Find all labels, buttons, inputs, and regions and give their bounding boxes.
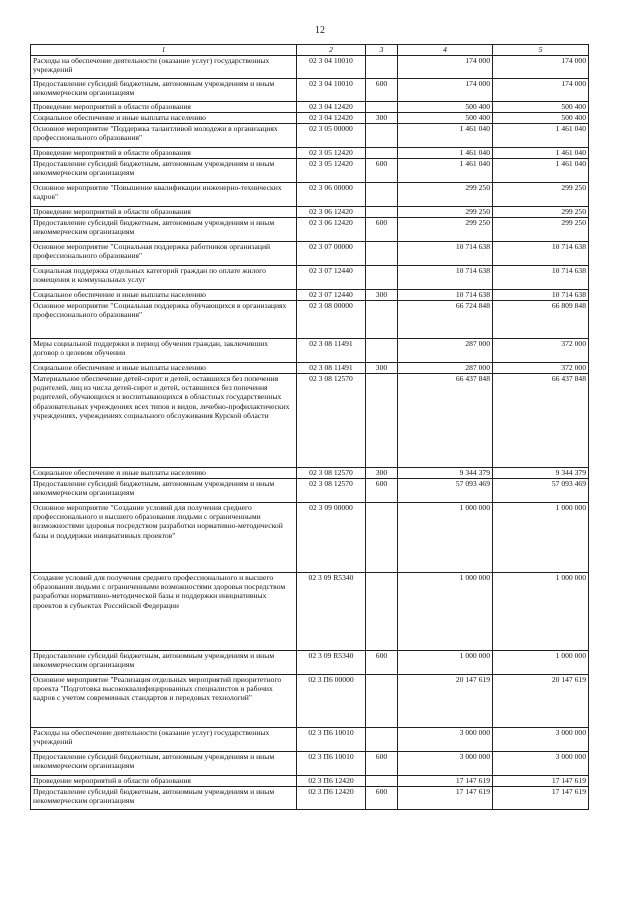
row-code-cell: 02 3 06 12420 <box>297 207 366 218</box>
row-code-cell: 02 3 08 11491 <box>297 339 366 363</box>
row-sum-year2-cell: 3 000 000 <box>493 728 589 752</box>
row-sum-year1-cell: 66 724 848 <box>398 301 493 339</box>
row-expense-type-cell: 300 <box>366 113 398 124</box>
row-sum-year2-cell: 174 000 <box>493 56 589 79</box>
row-sum-year1-cell: 20 147 619 <box>398 675 493 728</box>
row-expense-type-cell <box>366 503 398 573</box>
row-expense-type-cell: 300 <box>366 468 398 479</box>
row-code-cell: 02 3 П6 00000 <box>297 675 366 728</box>
row-sum-year2-cell: 174 000 <box>493 79 589 102</box>
row-sum-year2-cell: 299 250 <box>493 218 589 242</box>
row-code-cell: 02 3 04 10010 <box>297 79 366 102</box>
row-expense-type-cell: 600 <box>366 218 398 242</box>
row-expense-type-cell <box>366 776 398 787</box>
table-row <box>31 573 589 651</box>
row-sum-year1-cell: 299 250 <box>398 218 493 242</box>
row-name-cell: Социальная поддержка отдельных категорий граждан по оплате жилого помещения и коммунальных услуг <box>31 266 297 290</box>
table-row <box>31 124 589 148</box>
row-sum-year1-cell: 1 461 040 <box>398 159 493 183</box>
row-code-cell: 02 3 П6 12420 <box>297 776 366 787</box>
table-row <box>31 787 589 810</box>
table-body <box>31 56 589 810</box>
row-sum-year2-cell: 10 714 638 <box>493 242 589 266</box>
row-code-cell: 02 3 06 00000 <box>297 183 366 207</box>
row-name-cell: Основное мероприятие "Поддержка талантливой молодежи в организациях профессионального образования" <box>31 124 297 148</box>
table-row <box>31 290 589 301</box>
row-expense-type-cell <box>366 56 398 79</box>
table-row <box>31 728 589 752</box>
header-col-4: 4 <box>398 45 493 56</box>
row-code-cell: 02 3 05 12420 <box>297 148 366 159</box>
row-sum-year2-cell: 57 093 469 <box>493 479 589 503</box>
row-sum-year1-cell: 1 000 000 <box>398 651 493 675</box>
row-sum-year2-cell: 500 400 <box>493 113 589 124</box>
row-sum-year2-cell: 372 000 <box>493 363 589 374</box>
row-name-cell: Проведение мероприятий в области образования <box>31 148 297 159</box>
row-sum-year2-cell: 299 250 <box>493 207 589 218</box>
row-sum-year2-cell: 17 147 619 <box>493 776 589 787</box>
row-code-cell: 02 3 09 00000 <box>297 503 366 573</box>
row-code-cell: 02 3 07 12440 <box>297 266 366 290</box>
row-expense-type-cell: 600 <box>366 651 398 675</box>
table-row <box>31 479 589 503</box>
row-sum-year2-cell: 1 461 040 <box>493 148 589 159</box>
row-sum-year1-cell: 1 000 000 <box>398 573 493 651</box>
row-sum-year1-cell: 10 714 638 <box>398 242 493 266</box>
row-expense-type-cell: 600 <box>366 79 398 102</box>
row-sum-year1-cell: 10 714 638 <box>398 290 493 301</box>
row-sum-year1-cell: 17 147 619 <box>398 776 493 787</box>
row-code-cell: 02 3 08 12570 <box>297 468 366 479</box>
row-sum-year2-cell: 1 461 040 <box>493 124 589 148</box>
row-expense-type-cell: 300 <box>366 363 398 374</box>
row-expense-type-cell: 600 <box>366 752 398 776</box>
table-row <box>31 218 589 242</box>
row-code-cell: 02 3 05 12420 <box>297 159 366 183</box>
row-code-cell: 02 3 П6 12420 <box>297 787 366 810</box>
row-sum-year1-cell: 57 093 469 <box>398 479 493 503</box>
row-name-cell: Предоставление субсидий бюджетным, автономным учреждениям и иным некоммерческим организациям <box>31 651 297 675</box>
row-name-cell: Меры социальной поддержки в период обучения граждан, заключивших договор о целевом обучении <box>31 339 297 363</box>
header-col-2: 2 <box>297 45 366 56</box>
row-sum-year2-cell: 1 000 000 <box>493 503 589 573</box>
page-number: 12 <box>315 25 325 36</box>
row-sum-year2-cell: 66 437 848 <box>493 374 589 468</box>
row-expense-type-cell: 300 <box>366 290 398 301</box>
row-expense-type-cell <box>366 207 398 218</box>
table-row <box>31 363 589 374</box>
table-row <box>31 242 589 266</box>
table-row <box>31 183 589 207</box>
table-row <box>31 675 589 728</box>
row-name-cell: Предоставление субсидий бюджетным, автономным учреждениям и иным некоммерческим организациям <box>31 79 297 102</box>
row-sum-year1-cell: 3 000 000 <box>398 728 493 752</box>
row-name-cell: Основное мероприятие "Повышение квалификации инженерно-технических кадров" <box>31 183 297 207</box>
row-expense-type-cell <box>366 124 398 148</box>
row-sum-year2-cell: 66 809 848 <box>493 301 589 339</box>
row-sum-year1-cell: 287 000 <box>398 339 493 363</box>
row-name-cell: Социальное обеспечение и иные выплаты населению <box>31 113 297 124</box>
table-row <box>31 266 589 290</box>
header-col-1: 1 <box>31 45 297 56</box>
table-row <box>31 79 589 102</box>
row-expense-type-cell <box>366 266 398 290</box>
row-code-cell: 02 3 08 00000 <box>297 301 366 339</box>
row-sum-year2-cell: 1 461 040 <box>493 159 589 183</box>
row-sum-year1-cell: 10 714 638 <box>398 266 493 290</box>
table-header-row <box>31 45 589 56</box>
row-sum-year2-cell: 9 344 379 <box>493 468 589 479</box>
row-sum-year1-cell: 3 000 000 <box>398 752 493 776</box>
row-code-cell: 02 3 04 12420 <box>297 113 366 124</box>
row-sum-year1-cell: 9 344 379 <box>398 468 493 479</box>
row-sum-year1-cell: 66 437 848 <box>398 374 493 468</box>
row-code-cell: 02 3 06 12420 <box>297 218 366 242</box>
row-expense-type-cell <box>366 242 398 266</box>
row-expense-type-cell: 600 <box>366 159 398 183</box>
row-sum-year2-cell: 372 000 <box>493 339 589 363</box>
row-sum-year1-cell: 1 461 040 <box>398 148 493 159</box>
row-code-cell: 02 3 08 11491 <box>297 363 366 374</box>
row-name-cell: Социальное обеспечение и иные выплаты населению <box>31 363 297 374</box>
row-code-cell: 02 3 07 12440 <box>297 290 366 301</box>
row-sum-year2-cell: 500 400 <box>493 102 589 113</box>
row-sum-year2-cell: 17 147 619 <box>493 787 589 810</box>
header-col-5: 5 <box>493 45 589 56</box>
row-sum-year2-cell: 3 000 000 <box>493 752 589 776</box>
row-expense-type-cell: 600 <box>366 479 398 503</box>
row-sum-year2-cell: 1 000 000 <box>493 651 589 675</box>
table-row <box>31 113 589 124</box>
table-row <box>31 651 589 675</box>
row-code-cell: 02 3 09 R5340 <box>297 651 366 675</box>
row-expense-type-cell <box>366 183 398 207</box>
row-name-cell: Предоставление субсидий бюджетным, автономным учреждениям и иным некоммерческим организациям <box>31 787 297 810</box>
row-expense-type-cell <box>366 102 398 113</box>
row-sum-year2-cell: 10 714 638 <box>493 266 589 290</box>
row-expense-type-cell <box>366 301 398 339</box>
row-sum-year1-cell: 1 461 040 <box>398 124 493 148</box>
table-row <box>31 468 589 479</box>
table-row <box>31 148 589 159</box>
row-code-cell: 02 3 09 R5340 <box>297 573 366 651</box>
row-code-cell: 02 3 04 10010 <box>297 56 366 79</box>
row-code-cell: 02 3 08 12570 <box>297 479 366 503</box>
table-row <box>31 339 589 363</box>
row-name-cell: Проведение мероприятий в области образования <box>31 102 297 113</box>
row-sum-year1-cell: 174 000 <box>398 56 493 79</box>
table-row <box>31 159 589 183</box>
row-name-cell: Проведение мероприятий в области образования <box>31 776 297 787</box>
row-name-cell: Основное мероприятие "Реализация отдельных мероприятий приоритетного проекта "Подготовка высококвалифицированных специалистов и рабочих кадров с учетом современных стандартов и передовых технологий" <box>31 675 297 728</box>
row-sum-year1-cell: 299 250 <box>398 207 493 218</box>
row-expense-type-cell <box>366 675 398 728</box>
row-name-cell: Расходы на обеспечение деятельности (оказание услуг) государственных учреждений <box>31 728 297 752</box>
row-sum-year1-cell: 174 000 <box>398 79 493 102</box>
row-sum-year1-cell: 17 147 619 <box>398 787 493 810</box>
row-name-cell: Предоставление субсидий бюджетным, автономным учреждениям и иным некоммерческим организациям <box>31 218 297 242</box>
row-expense-type-cell <box>366 728 398 752</box>
row-name-cell: Материальное обеспечение детей-сирот и детей, оставшихся без попечения родителей, лиц из числа детей-сирот и детей, оставшихся без попечения родителей, обучающихся и воспитывающихся в областных государственных образовательных учреждениях всех типов и видов, лечебно-профилактических учреждениях, учреждениях социального обслуживания Курской области <box>31 374 297 468</box>
row-name-cell: Социальное обеспечение и иные выплаты населению <box>31 290 297 301</box>
table-row <box>31 776 589 787</box>
row-name-cell: Расходы на обеспечение деятельности (оказание услуг) государственных учреждений <box>31 56 297 79</box>
row-expense-type-cell: 600 <box>366 787 398 810</box>
row-expense-type-cell <box>366 573 398 651</box>
table-row <box>31 503 589 573</box>
row-name-cell: Предоставление субсидий бюджетным, автономным учреждениям и иным некоммерческим организациям <box>31 159 297 183</box>
table-row <box>31 374 589 468</box>
table-row <box>31 752 589 776</box>
row-sum-year2-cell: 1 000 000 <box>493 573 589 651</box>
row-name-cell: Основное мероприятие "Создание условий для получения среднего профессионального и высшего образования людьми с ограниченными возможностями здоровья посредством разработки нормативно-методической базы и поддержки инициативных проектов" <box>31 503 297 573</box>
row-name-cell: Проведение мероприятий в области образования <box>31 207 297 218</box>
budget-table <box>30 44 589 810</box>
row-code-cell: 02 3 08 12570 <box>297 374 366 468</box>
row-sum-year1-cell: 500 400 <box>398 102 493 113</box>
row-sum-year2-cell: 20 147 619 <box>493 675 589 728</box>
row-expense-type-cell <box>366 374 398 468</box>
table-row <box>31 102 589 113</box>
row-code-cell: 02 3 П6 10010 <box>297 728 366 752</box>
row-name-cell: Предоставление субсидий бюджетным, автономным учреждениям и иным некоммерческим организациям <box>31 752 297 776</box>
row-code-cell: 02 3 04 12420 <box>297 102 366 113</box>
row-expense-type-cell <box>366 148 398 159</box>
row-name-cell: Социальное обеспечение и иные выплаты населению <box>31 468 297 479</box>
row-sum-year1-cell: 287 000 <box>398 363 493 374</box>
table-row <box>31 207 589 218</box>
row-name-cell: Основное мероприятие "Социальная поддержка работников организаций профессионального образования" <box>31 242 297 266</box>
row-expense-type-cell <box>366 339 398 363</box>
row-code-cell: 02 3 07 00000 <box>297 242 366 266</box>
header-col-3: 3 <box>366 45 398 56</box>
row-sum-year1-cell: 299 250 <box>398 183 493 207</box>
row-name-cell: Основное мероприятие "Социальная поддержка обучающихся в организациях профессионального образования" <box>31 301 297 339</box>
row-sum-year1-cell: 1 000 000 <box>398 503 493 573</box>
row-code-cell: 02 3 П6 10010 <box>297 752 366 776</box>
row-name-cell: Создание условий для получения среднего профессионального и высшего образования людьми с ограниченными возможностями здоровья посредством разработки нормативно-методической базы и поддержки инициативных проектов в субъектах Российской Федерации <box>31 573 297 651</box>
row-sum-year2-cell: 10 714 638 <box>493 290 589 301</box>
row-code-cell: 02 3 05 00000 <box>297 124 366 148</box>
row-name-cell: Предоставление субсидий бюджетным, автономным учреждениям и иным некоммерческим организациям <box>31 479 297 503</box>
table-row <box>31 56 589 79</box>
table-row <box>31 301 589 339</box>
row-sum-year1-cell: 500 400 <box>398 113 493 124</box>
row-sum-year2-cell: 299 250 <box>493 183 589 207</box>
